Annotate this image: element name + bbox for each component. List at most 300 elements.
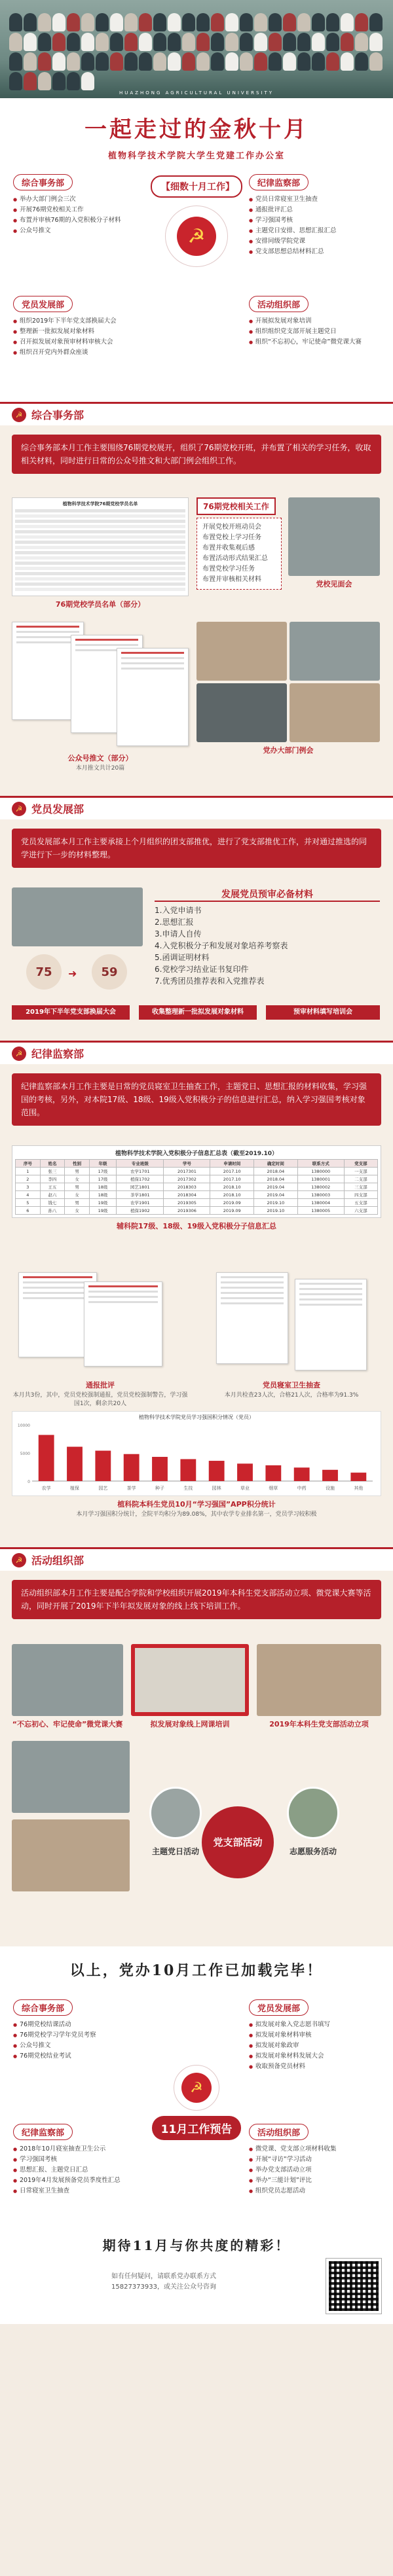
- crowd-person: [269, 52, 282, 71]
- roster-block: [12, 497, 189, 609]
- list-item: 3.申请人自传: [155, 929, 202, 939]
- preview-zonghe-list: [13, 2020, 144, 2062]
- crowd-person: [81, 52, 94, 71]
- party-school-box-title: 76期党校相关工作: [196, 497, 276, 515]
- list-item: ● 公众号推文: [13, 226, 144, 236]
- section-dangyuan: [0, 819, 393, 1041]
- crowd-person: [9, 72, 22, 90]
- overview-zonghe: [13, 174, 144, 236]
- crowd-person: [110, 13, 123, 31]
- crowd-person: [196, 13, 210, 31]
- list-item: 布置并收集观后感: [202, 545, 255, 552]
- notice-sheet: [84, 1281, 162, 1367]
- list-item: ● 组织召开党内外群众座谈: [13, 348, 144, 358]
- crowd-person: [283, 52, 296, 71]
- activist-table-wrap: [12, 1145, 381, 1218]
- articles-caption: 公众号推文（部分）: [67, 754, 133, 762]
- preview-huodong: [249, 2124, 380, 2196]
- btn-pre-review-training: 预审材料填写培训会: [266, 1005, 380, 1020]
- crowd-person: [283, 13, 296, 31]
- doc-line: [221, 1287, 284, 1289]
- party-emblem: [165, 206, 228, 267]
- table-cell: 2019.09: [210, 1207, 254, 1215]
- crowd-person: [225, 33, 238, 51]
- doc-line: [16, 641, 79, 643]
- list-item: ● 布置并审核76期的入党积极分子材料: [13, 215, 144, 226]
- preview-section: [0, 1993, 393, 2226]
- crowd-person: [312, 52, 325, 71]
- list-item: ● 安排同级学院党课: [249, 236, 380, 247]
- list-item: ● 76期党校结课活动: [13, 2020, 144, 2030]
- crowd-person: [96, 13, 109, 31]
- table-row: [16, 1199, 378, 1207]
- roster-line: [15, 562, 185, 565]
- preview-jilv-list: [13, 2144, 144, 2196]
- contact-line: 如有任何疑问，请联系党办联系方式: [111, 2273, 216, 2280]
- crowd-person: [24, 13, 37, 31]
- chart-tick-label: 中药: [297, 1486, 307, 1491]
- table-cell: 2017302: [164, 1175, 210, 1183]
- list-item: ● 学习强国考核: [13, 2155, 144, 2165]
- party-icon: ☭: [12, 802, 26, 816]
- theme-day-label: 主题党日活动: [151, 1847, 199, 1856]
- list-item: ● 学习强国考核: [249, 215, 380, 226]
- list-item: ● 76期党校结业考试: [13, 2051, 144, 2062]
- list-item: ● 76期党校学习学年党员考察: [13, 2030, 144, 2041]
- articles-block: [12, 622, 189, 772]
- table-cell: 4: [16, 1191, 41, 1199]
- doc-line: [121, 668, 184, 670]
- list-item: 5.函调证明材料: [155, 953, 210, 962]
- preview-huodong-label: 活动组织部: [249, 2124, 309, 2140]
- table-cell: 四支部: [344, 1191, 377, 1199]
- crowd-person: [269, 13, 282, 31]
- doc-line: [23, 1292, 92, 1294]
- chart-bar: [265, 1465, 281, 1481]
- chart-bar: [209, 1461, 225, 1481]
- roster-line: [15, 541, 185, 544]
- section-title: 综合事务部: [31, 409, 84, 421]
- table-header-cell: 专业班级: [117, 1160, 164, 1168]
- list-item: ● 公众号推文: [13, 2041, 144, 2051]
- overview-huodong-label: 活动组织部: [249, 296, 309, 312]
- dept-meeting-photo: [196, 683, 287, 742]
- list-item: ● 拟发展对象入党志愿书填写: [249, 2020, 380, 2030]
- chart-bar: [294, 1467, 310, 1481]
- crowd-person: [81, 33, 94, 51]
- list-item: ● 组织党员志愿活动: [249, 2186, 380, 2196]
- crowd-person: [38, 72, 51, 90]
- roster-line: [15, 572, 185, 575]
- chart-bar: [180, 1459, 196, 1481]
- party-emblem-icon: ☭: [177, 217, 216, 256]
- chart-bar: [95, 1451, 111, 1481]
- preview-dangyuan: [249, 1999, 380, 2072]
- crowd-person: [52, 52, 66, 71]
- crowd-person: [196, 33, 210, 51]
- doc-line: [23, 1276, 92, 1278]
- crowd-person: [153, 33, 166, 51]
- section-huodong: [0, 1571, 393, 1946]
- table-cell: 2018.04: [254, 1168, 298, 1175]
- list-item: ● 2018年10月寝室抽查卫生公示: [13, 2144, 144, 2155]
- list-item: 开展党校开班动员会: [202, 524, 261, 531]
- table-cell: 1: [16, 1168, 41, 1175]
- chart-bar: [152, 1457, 168, 1481]
- doc-line: [121, 662, 184, 664]
- table-cell: 女: [65, 1207, 90, 1215]
- crowd-person: [355, 33, 368, 51]
- chart-tick-label: 园林: [212, 1486, 221, 1491]
- table-cell: 一支部: [344, 1168, 377, 1175]
- doc-line: [75, 639, 138, 641]
- projects-caption: 2019年本科生党支部活动立项: [269, 1720, 369, 1728]
- table-row: [16, 1183, 378, 1191]
- preview-jilv-label: 纪律监察部: [13, 2124, 73, 2140]
- roster-table: [12, 497, 189, 596]
- table-row: [16, 1175, 378, 1183]
- crowd-person: [240, 52, 253, 71]
- crowd-person: [168, 52, 181, 71]
- table-header-cell: 党支部: [344, 1160, 377, 1168]
- title-area: [0, 98, 393, 165]
- dept-meeting-photo: [290, 683, 380, 742]
- branch-activity-photo: [12, 1819, 130, 1891]
- roster-table-title: 植物科学技术学院76期党校学员名单: [62, 501, 138, 507]
- volunteer-label: 志愿服务活动: [289, 1847, 337, 1856]
- list-item: ● 开展“寻访”学习活动: [249, 2155, 380, 2165]
- list-item: ● 组织2019年下半年党支部换届大会: [13, 316, 144, 327]
- roster-line: [15, 577, 185, 581]
- crowd-person: [9, 33, 22, 51]
- training-block: [131, 1644, 249, 1729]
- table-cell: 2019.09: [210, 1199, 254, 1207]
- table-cell: 女: [65, 1175, 90, 1183]
- roster-line: [15, 514, 185, 518]
- list-item: ● 举办党支部活动立项: [249, 2165, 380, 2175]
- crowd-person: [341, 52, 354, 71]
- chart-bar: [322, 1470, 338, 1481]
- table-cell: 2019.10: [254, 1199, 298, 1207]
- list-item: ● 组织“不忘初心，牢记使命”微党课大赛: [249, 337, 380, 348]
- table-cell: 男: [65, 1183, 90, 1191]
- dorm-block: [203, 1272, 380, 1370]
- chart-note: 本月学习强国积分统计，全院平均积分为89.08%，其中农学专业排名第一，党员学习较积极: [76, 1511, 317, 1518]
- roster-line: [15, 582, 185, 586]
- chart-tick-label: 生技: [183, 1486, 193, 1491]
- roster-line: [15, 546, 185, 549]
- crowd-person: [153, 52, 166, 71]
- table-cell: 二支部: [344, 1175, 377, 1183]
- activist-table-block: [12, 1145, 381, 1231]
- table-cell: 17级: [89, 1168, 116, 1175]
- materials-list: [155, 904, 380, 987]
- table-cell: 赵六: [40, 1191, 65, 1199]
- overview-huodong-list: [249, 316, 380, 348]
- overview-section: [0, 165, 393, 402]
- crowd-person: [211, 13, 224, 31]
- articles-captions: [12, 750, 189, 772]
- section-head-jilv: [0, 1041, 393, 1064]
- table-cell: 茶学1801: [117, 1191, 164, 1199]
- list-item: ● 党员日常寝室卫生抽查: [249, 194, 380, 205]
- crowd-person: [297, 33, 310, 51]
- roster-line: [15, 567, 185, 570]
- crowd-person: [38, 13, 51, 31]
- table-cell: 2019.04: [254, 1183, 298, 1191]
- crowd-person: [254, 13, 267, 31]
- crowd-person: [81, 13, 94, 31]
- table-cell: 钱七: [40, 1199, 65, 1207]
- table-cell: 李四: [40, 1175, 65, 1183]
- chart-bar: [350, 1473, 366, 1481]
- list-item: ● 举办大部门例会三次: [13, 194, 144, 205]
- table-cell: 园艺1801: [117, 1183, 164, 1191]
- table-cell: 18级: [89, 1183, 116, 1191]
- chart-caption: 植科院本科生党员10月“学习强国”APP积分统计: [117, 1500, 276, 1509]
- table-cell: 2017.10: [210, 1168, 254, 1175]
- crowd-person: [153, 13, 166, 31]
- dorm-note: 本月共检查23人次，合格21人次，合格率为91.3%: [224, 1392, 359, 1399]
- crowd-person: [355, 52, 368, 71]
- table-cell: 18级: [89, 1191, 116, 1199]
- list-item: 7.优秀团员推荐表和入党推荐表: [155, 976, 265, 986]
- chart-bar: [67, 1447, 83, 1481]
- crowd-person: [225, 13, 238, 31]
- table-cell: 1380004: [297, 1199, 344, 1207]
- crowd-person: [240, 13, 253, 31]
- list-item: ● 举办“三能计划”评比: [249, 2175, 380, 2186]
- crowd-person: [67, 13, 80, 31]
- overview-dangyuan-label: 党员发展部: [13, 296, 73, 312]
- party-school-tasks: [196, 518, 282, 590]
- crowd-person: [24, 72, 37, 90]
- list-item: 2.思想汇报: [155, 918, 194, 927]
- stat-circle-59: 59: [92, 954, 127, 990]
- doc-line: [88, 1296, 158, 1298]
- list-item: ● 日常寝室卫生抽查: [13, 2186, 144, 2196]
- list-item: 1.入党申请书: [155, 906, 202, 915]
- points-chart: [12, 1411, 381, 1496]
- table-cell: 2019306: [164, 1207, 210, 1215]
- doc-line: [121, 657, 184, 659]
- list-item: ● 开展76期党校相关工作: [13, 205, 144, 215]
- crowd-person: [96, 52, 109, 71]
- crowd-person: [52, 72, 66, 90]
- doc-line: [16, 636, 79, 638]
- doc-line: [299, 1298, 362, 1300]
- crowd-person: [168, 33, 181, 51]
- party-icon: ☭: [12, 1553, 26, 1567]
- doc-line: [299, 1293, 362, 1295]
- overview-jilv: [249, 174, 380, 257]
- table-cell: 17级: [89, 1175, 116, 1183]
- chart-bar: [237, 1463, 253, 1481]
- dept-meeting-caption: 党办大部门例会: [263, 746, 314, 755]
- list-item: ● 召开拟发展对象预审材料审核大会: [13, 337, 144, 348]
- speech-caption: “不忘初心、牢记使命”微党课大赛: [12, 1720, 123, 1728]
- doc-line: [299, 1288, 362, 1290]
- notice-captions: [12, 1377, 189, 1407]
- stat-circle-75: 75: [26, 954, 62, 990]
- dorm-sheet: [216, 1272, 288, 1364]
- table-cell: 1380000: [297, 1168, 344, 1175]
- table-cell: 男: [65, 1168, 90, 1175]
- notice-caption: 通报批评: [86, 1381, 115, 1389]
- table-cell: 张三: [40, 1168, 65, 1175]
- crowd-person: [254, 52, 267, 71]
- notice-note: 本月共3份，其中，党员党校强制通报，党员党校强制警告，学习强国1次，剩余共20人: [12, 1392, 188, 1407]
- section-head-zonghe: [0, 402, 393, 425]
- table-cell: 2018303: [164, 1183, 210, 1191]
- footer-contact: [39, 2272, 288, 2293]
- doc-line: [221, 1297, 284, 1299]
- dorm-sheet: [295, 1279, 367, 1370]
- list-item: ● 整理新一批拟发展对象材料: [13, 327, 144, 337]
- roster-line: [15, 509, 185, 512]
- list-item: ● 拟发展对象材料审核: [249, 2030, 380, 2041]
- party-emblem: [174, 2065, 219, 2111]
- crowd-person: [312, 13, 325, 31]
- preview-huodong-list: [249, 2144, 380, 2196]
- list-item: ● 拟发展对象材料发展大会: [249, 2051, 380, 2062]
- crowd-person: [326, 33, 339, 51]
- table-row: [16, 1168, 378, 1175]
- closing-text: 以上，党办10月工作已加载完毕！: [69, 1962, 324, 1979]
- overview-label: 【细数十月工作】: [151, 175, 242, 198]
- training-photo: [131, 1644, 249, 1716]
- crowd-person: [9, 52, 22, 71]
- table-cell: 1380002: [297, 1183, 344, 1191]
- notice-block: [12, 1272, 189, 1384]
- chart-title: 植物科学技术学院党员学习强国积分情况（党员）: [139, 1414, 254, 1420]
- section-title: 党员发展部: [31, 803, 84, 815]
- contact-line: 15827373933，或关注公众号咨询: [111, 2283, 216, 2291]
- chart-bar: [124, 1454, 140, 1481]
- table-cell: 三支部: [344, 1183, 377, 1191]
- table-header-cell: 序号: [16, 1160, 41, 1168]
- preview-zonghe: [13, 1999, 144, 2062]
- footer-final: 期待11月与你共度的精彩！: [102, 2238, 291, 2253]
- roster-line: [15, 551, 185, 554]
- table-cell: 2017301: [164, 1168, 210, 1175]
- crowd-person: [182, 52, 195, 71]
- table-cell: 植保1902: [117, 1207, 164, 1215]
- list-item: ● 通报批评汇总: [249, 205, 380, 215]
- roster-line: [15, 530, 185, 533]
- crowd-person: [369, 33, 383, 51]
- chart-tick-label: 烟草: [269, 1486, 278, 1491]
- crowd-person: [52, 33, 66, 51]
- overview-huodong: [249, 296, 380, 348]
- qr-code[interactable]: [326, 2259, 381, 2314]
- doc-line: [121, 652, 184, 654]
- table-body: [16, 1168, 378, 1215]
- list-item: 布置党校上学习任务: [202, 534, 261, 541]
- projects-block: [257, 1644, 381, 1729]
- roster-line: [15, 525, 185, 528]
- crowd-person: [67, 33, 80, 51]
- crowd-person: [326, 52, 339, 71]
- activist-table: [15, 1159, 378, 1215]
- party-icon: ☭: [12, 408, 26, 422]
- overview-dangyuan: [13, 296, 144, 358]
- branch-activity-photo: [12, 1741, 130, 1813]
- table-header-cell: 联系方式: [297, 1160, 344, 1168]
- crowd-person: [110, 52, 123, 71]
- crowd-person: [81, 72, 94, 90]
- chart-tick-label: 设施: [326, 1486, 335, 1491]
- table-row: [16, 1191, 378, 1199]
- crowd-person: [182, 33, 195, 51]
- table-cell: 2018.10: [210, 1183, 254, 1191]
- crowd-person: [211, 52, 224, 71]
- crowd-person: [254, 33, 267, 51]
- table-cell: 孙八: [40, 1207, 65, 1215]
- crowd-person: [341, 13, 354, 31]
- roster-caption: 76期党校学员名单（部分）: [55, 600, 145, 609]
- doc-line: [23, 1287, 92, 1289]
- speech-block: [12, 1644, 123, 1729]
- hero-caption: HUAZHONG AGRICULTURAL UNIVERSITY: [119, 90, 274, 96]
- crowd-person: [326, 13, 339, 31]
- speech-photo: [12, 1644, 123, 1716]
- table-cell: 农学1901: [117, 1199, 164, 1207]
- table-cell: 2018.04: [254, 1175, 298, 1183]
- meeting-photo-block: [288, 497, 380, 589]
- page-title: 一起走过的金秋十月: [84, 116, 309, 143]
- crowd-person: [38, 33, 51, 51]
- section-title: 活动组织部: [31, 1554, 84, 1567]
- chart-y-tick: 5000: [20, 1452, 30, 1456]
- chart-tick-label: 草业: [240, 1486, 250, 1491]
- table-cell: 2019.10: [254, 1207, 298, 1215]
- table-header-cell: 确定时间: [254, 1160, 298, 1168]
- table-cell: 6: [16, 1207, 41, 1215]
- preview-center: [141, 2065, 252, 2140]
- doc-line: [16, 626, 79, 628]
- table-cell: 1380001: [297, 1175, 344, 1183]
- table-cell: 5: [16, 1199, 41, 1207]
- list-item: 布置活动形式结果汇总: [202, 555, 268, 562]
- table-header-cell: 姓名: [40, 1160, 65, 1168]
- table-cell: 2019305: [164, 1199, 210, 1207]
- preview-dangyuan-label: 党员发展部: [249, 1999, 309, 2016]
- dept-meeting-photos-row2: [196, 683, 380, 742]
- points-chart-svg: [12, 1421, 379, 1493]
- crowd-person: [297, 13, 310, 31]
- list-item: 4.入党积极分子和发展对象培养考察表: [155, 941, 288, 950]
- crowd-person: [24, 33, 37, 51]
- list-item: ● 2019年4月发展预备党员季度性汇总: [13, 2175, 144, 2186]
- table-cell: 女: [65, 1191, 90, 1199]
- table-header-cell: 性别: [65, 1160, 90, 1168]
- doc-line: [221, 1281, 284, 1283]
- roster-line: [15, 520, 185, 523]
- table-cell: 2018304: [164, 1191, 210, 1199]
- table-cell: 男: [65, 1199, 90, 1207]
- list-item: ● 组织组织党支部开展主题党日: [249, 327, 380, 337]
- section-zonghe: [0, 425, 393, 796]
- crowd-person: [139, 33, 152, 51]
- crowd-person: [124, 13, 138, 31]
- crowd-person: [67, 72, 80, 90]
- preview-zonghe-label: 综合事务部: [13, 1999, 73, 2016]
- overview-dangyuan-list: [13, 316, 144, 358]
- roster-line: [15, 556, 185, 560]
- chart-bar: [39, 1435, 54, 1481]
- section-head-dangyuan: [0, 796, 393, 819]
